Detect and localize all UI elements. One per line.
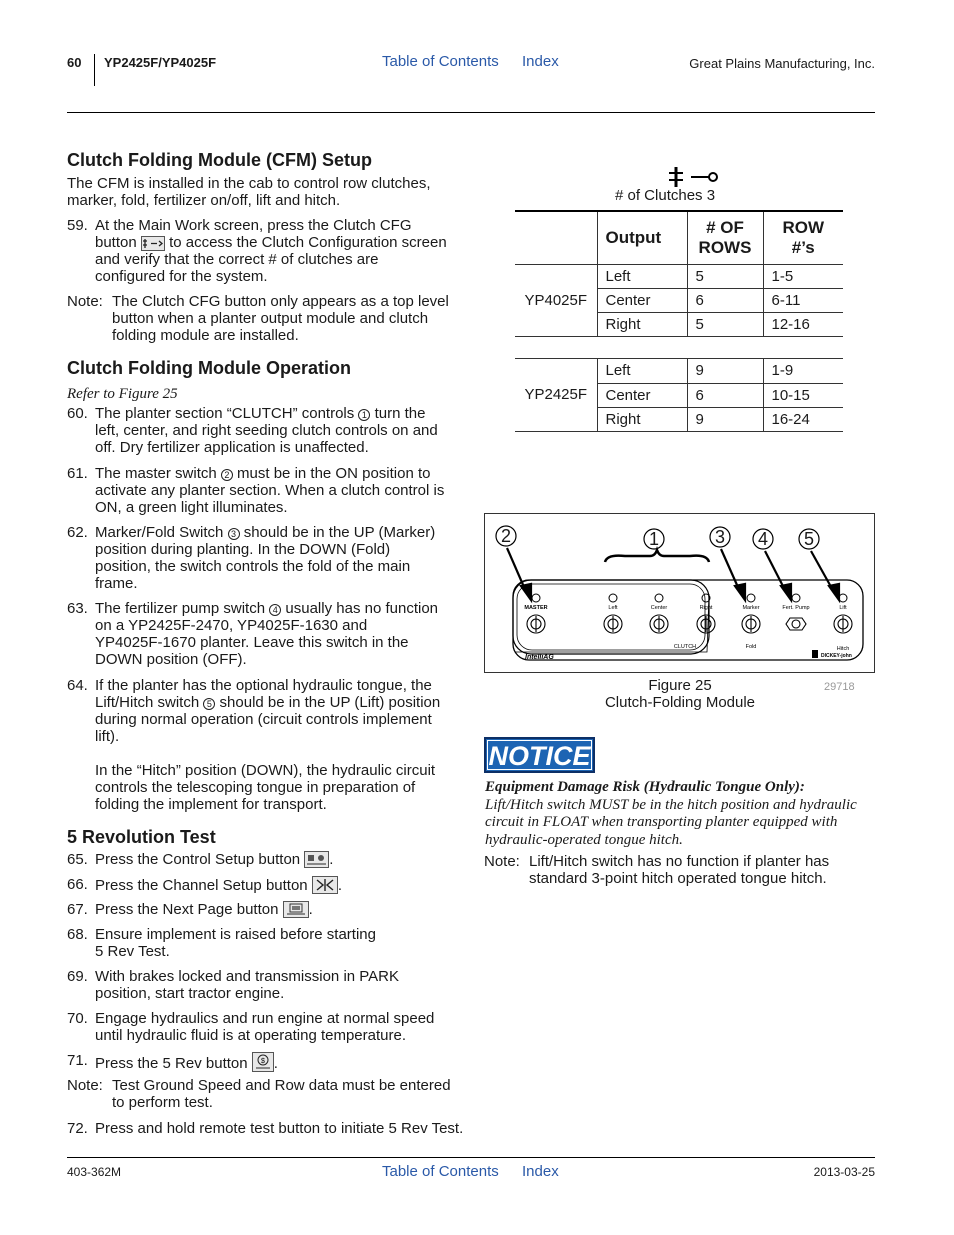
- output-cell: Right: [597, 313, 687, 337]
- table-row: [515, 359, 843, 383]
- step-number: 63.: [67, 600, 88, 617]
- step-64: [67, 677, 462, 813]
- step-text: 5 Rev Test.: [95, 943, 170, 960]
- step-text: Engage hydraulics and run engine at normal speed: [95, 1010, 435, 1027]
- step-text: folding the implement for transport.: [95, 796, 327, 813]
- refer-figure: Refer to Figure 25: [67, 386, 178, 402]
- callout-label-2: 2: [500, 526, 511, 546]
- note-clutch-cfg: [67, 293, 462, 344]
- step-text: Marker/Fold Switch: [95, 524, 224, 541]
- figure-ref-number: 29718: [824, 681, 855, 693]
- step-text: and verify that the correct # of clutches are: [95, 251, 379, 268]
- header-model: YP2425F/YP4025F: [104, 55, 217, 70]
- step-text: during normal operation (circuit controls implement: [95, 711, 432, 728]
- note-text: standard 3-point hitch operated tongue hitch.: [529, 870, 827, 887]
- step-71: [67, 1052, 462, 1072]
- step-text: controls the telescoping tongue in preparation of: [95, 779, 416, 796]
- output-cell: Center: [597, 289, 687, 313]
- period: .: [329, 851, 334, 868]
- page-number: 60: [67, 55, 82, 70]
- cfm-intro-line: The CFM is installed in the cab to control row clutches,: [67, 175, 431, 192]
- notice-line: hydraulic-operated tongue hitch.: [485, 831, 683, 848]
- step-number: 66.: [67, 876, 88, 893]
- heading-cfm-setup: Clutch Folding Module (CFM) Setup: [67, 150, 372, 170]
- step-text: activate any planter section. When a clutch control is: [95, 482, 445, 499]
- range-cell: 12-16: [763, 313, 843, 337]
- note-rev-test: [67, 1077, 462, 1111]
- output-cell: Left: [597, 265, 687, 289]
- count-cell: 6: [687, 383, 763, 407]
- table-header-row: [515, 212, 843, 264]
- note-label: Note:: [67, 1077, 103, 1094]
- step-number: 70.: [67, 1010, 88, 1027]
- five-rev-button-icon: [252, 1052, 274, 1072]
- period: .: [308, 901, 313, 918]
- step-number: 68.: [67, 926, 88, 943]
- step-59: [67, 217, 462, 285]
- count-cell: 9: [687, 359, 763, 383]
- col-rownum-header-line: ROW: [782, 217, 825, 237]
- step-text: button: [95, 234, 137, 251]
- note-label: Note:: [67, 293, 103, 310]
- step-text: Ensure implement is raised before starting: [95, 926, 376, 943]
- panel-label-master: MASTER: [524, 605, 548, 611]
- step-text: Lift/Hitch switch: [95, 694, 200, 711]
- notice-badge: [484, 737, 595, 773]
- step-number: 61.: [67, 465, 88, 482]
- step-text: lift).: [95, 728, 120, 745]
- step-text: configured for the system.: [95, 268, 268, 285]
- panel-label-hitch: Hitch: [836, 646, 850, 652]
- period: .: [337, 877, 342, 894]
- step-text: position, start tractor engine.: [95, 985, 285, 1002]
- step-text: usually has no function: [285, 600, 439, 617]
- step-69: [67, 968, 462, 1002]
- step-text: The planter section “CLUTCH” controls: [95, 405, 355, 422]
- step-63: [67, 600, 462, 668]
- output-cell: Left: [597, 359, 687, 383]
- panel-label-right: Right: [699, 605, 713, 611]
- step-text: Press the Next Page button: [95, 901, 279, 918]
- step-text: The master switch: [95, 465, 217, 482]
- step-number: 60.: [67, 405, 88, 422]
- callout-label-4: 4: [757, 529, 768, 549]
- col-rows-header-line: # OF: [706, 217, 744, 237]
- range-cell: 6-11: [763, 289, 843, 313]
- next-page-button-icon: [283, 901, 309, 918]
- col-rows-header-line: ROWS: [698, 237, 752, 257]
- step-text: Press and hold remote test button to initiate 5 Rev Test.: [95, 1120, 464, 1137]
- header-divider: [94, 54, 95, 86]
- model-cell: YP4025F: [515, 265, 597, 337]
- table-row: [515, 265, 843, 289]
- output-cell: Center: [597, 383, 687, 407]
- step-text: position during planting. In the DOWN (Fold): [95, 541, 391, 558]
- step-66: [67, 876, 462, 894]
- callout-label-3: 3: [714, 527, 725, 547]
- period: .: [273, 1055, 278, 1072]
- callout-5-icon: 5: [203, 698, 215, 710]
- clutch-cfg-button-icon: [141, 236, 165, 251]
- step-text: ON, a green light illuminates.: [95, 499, 288, 516]
- callout-label-5: 5: [803, 529, 814, 549]
- step-67: [67, 901, 462, 918]
- callout-4-icon: 4: [269, 604, 281, 616]
- step-number: 69.: [67, 968, 88, 985]
- callout-2-icon: 2: [221, 469, 233, 481]
- step-text: until hydraulic fluid is at operating temperature.: [95, 1027, 407, 1044]
- step-text: YP4025F-1670 planter. Leave this switch in the: [95, 634, 409, 651]
- step-62: [67, 524, 462, 592]
- step-number: 72.: [67, 1120, 88, 1137]
- step-65: [67, 851, 462, 868]
- step-text: should be in the UP (Lift) position: [219, 694, 441, 711]
- brand-dickey: DICKEY-john: [821, 653, 852, 659]
- clutch-table: [515, 210, 843, 432]
- panel-label-fold: Fold: [745, 644, 757, 650]
- step-68: [67, 926, 462, 960]
- note-text: to perform test.: [112, 1094, 213, 1111]
- step-text: At the Main Work screen, press the Clutch CFG: [95, 217, 412, 234]
- notice-text: [485, 779, 875, 849]
- notice-line: circuit in FLOAT when transporting planter equipped with: [485, 814, 838, 830]
- step-text: turn the: [374, 405, 426, 422]
- note-text: Lift/Hitch switch has no function if planter has: [529, 853, 830, 870]
- count-cell: 9: [687, 407, 763, 431]
- step-70: [67, 1010, 462, 1044]
- footer-doc-number: 403-362M: [67, 1165, 122, 1179]
- step-text: on a YP2425F-2470, YP4025F-1630 and: [95, 617, 368, 634]
- model-cell: YP2425F: [515, 359, 597, 431]
- step-text: left, center, and right seeding clutch controls on and: [95, 422, 438, 439]
- step-number: 64.: [67, 677, 88, 694]
- step-text: frame.: [95, 575, 138, 592]
- callout-3-icon: 3: [228, 528, 240, 540]
- range-cell: 1-9: [763, 359, 843, 383]
- svg-text:IntelliAG: [525, 654, 554, 661]
- step-text: off. Dry fertilizer application is unaffected.: [95, 439, 369, 456]
- panel-label-clutch: CLUTCH: [673, 644, 697, 650]
- col-rows-header: [687, 212, 763, 264]
- callout-label-1: 1: [648, 529, 659, 549]
- note-text: Test Ground Speed and Row data must be entered: [112, 1077, 451, 1094]
- step-text: In the “Hitch” position (DOWN), the hydraulic circuit: [95, 762, 436, 779]
- step-text: to access the Clutch Configuration screen: [169, 234, 447, 251]
- heading-rev-test: 5 Revolution Test: [67, 827, 216, 847]
- heading-cfm-operation: Clutch Folding Module Operation: [67, 358, 351, 378]
- footer-rule: [67, 1157, 875, 1158]
- step-text: Press the Control Setup button: [95, 851, 301, 868]
- step-text: must be in the ON position to: [237, 465, 431, 482]
- col-rownum-header: [763, 212, 843, 264]
- channel-setup-button-icon: [312, 876, 338, 894]
- step-number: 59.: [67, 217, 88, 234]
- notice-title: Equipment Damage Risk (Hydraulic Tongue Only):: [485, 779, 805, 795]
- count-cell: 6: [687, 289, 763, 313]
- notice-badge-text: NOTICE: [488, 741, 591, 771]
- step-text: If the planter has the optional hydraulic tongue, the: [95, 677, 432, 694]
- range-cell: 16-24: [763, 407, 843, 431]
- step-number: 65.: [67, 851, 88, 868]
- clutches-count-label: # of Clutches 3: [615, 187, 716, 204]
- footer-index-link[interactable]: Index: [522, 1163, 559, 1180]
- callout-1-icon: 1: [358, 409, 370, 421]
- col-rownum-header-line: #’s: [791, 237, 815, 257]
- step-text: should be in the UP (Marker): [243, 524, 436, 541]
- range-cell: 10-15: [763, 383, 843, 407]
- output-cell: Right: [597, 407, 687, 431]
- svg-text:$: $: [260, 1058, 265, 1065]
- panel-label-marker: Marker: [742, 605, 760, 611]
- note-lift-hitch: [484, 853, 874, 887]
- figure-caption-line: Clutch-Folding Module: [604, 694, 756, 711]
- header-company: Great Plains Manufacturing, Inc.: [689, 56, 875, 71]
- notice-line: Lift/Hitch switch MUST be in the hitch position and hydraulic: [485, 796, 857, 813]
- cfm-intro-line: marker, fold, fertilizer on/off, lift and hitch.: [67, 192, 341, 209]
- step-number: 71.: [67, 1052, 88, 1069]
- step-text: Press the 5 Rev button: [95, 1055, 248, 1072]
- cfm-intro: [67, 175, 467, 209]
- header-rule: [67, 112, 875, 113]
- footer-toc-link[interactable]: Table of Contents: [382, 1163, 499, 1180]
- step-60: [67, 405, 462, 456]
- brand-ag: AG: [543, 654, 554, 661]
- col-output-header: Output: [597, 212, 687, 264]
- note-text: button when a planter output module and clutch: [112, 310, 429, 327]
- step-text: position, the switch controls the fold of the main: [95, 558, 411, 575]
- count-cell: 5: [687, 265, 763, 289]
- step-text: DOWN position (OFF).: [95, 651, 247, 668]
- figure-caption: [580, 677, 780, 711]
- footer-date: 2013-03-25: [813, 1165, 875, 1179]
- step-72: [67, 1120, 487, 1137]
- panel-label-lift: Lift: [839, 605, 847, 611]
- figure-25: [484, 513, 875, 673]
- step-number: 67.: [67, 901, 88, 918]
- count-cell: 5: [687, 313, 763, 337]
- header-index-link[interactable]: Index: [522, 53, 559, 70]
- control-setup-button-icon: [304, 851, 329, 868]
- panel-label-fert-pump: Fert. Pump: [782, 605, 810, 611]
- header-toc-link[interactable]: Table of Contents: [382, 53, 499, 70]
- panel-label-left: Left: [608, 605, 618, 611]
- step-text: With brakes locked and transmission in PARK: [95, 968, 400, 985]
- step-61: [67, 465, 462, 516]
- note-text: The Clutch CFG button only appears as a top level: [112, 293, 449, 310]
- range-cell: 1-5: [763, 265, 843, 289]
- note-text: folding module are installed.: [112, 327, 299, 344]
- step-number: 62.: [67, 524, 88, 541]
- step-text: Press the Channel Setup button: [95, 877, 308, 894]
- step-text: The fertilizer pump switch: [95, 600, 266, 617]
- note-label: Note:: [484, 853, 520, 870]
- brand-intelli: Intelli: [525, 654, 544, 661]
- figure-caption-line: Figure 25: [648, 677, 712, 694]
- panel-label-center: Center: [650, 605, 668, 611]
